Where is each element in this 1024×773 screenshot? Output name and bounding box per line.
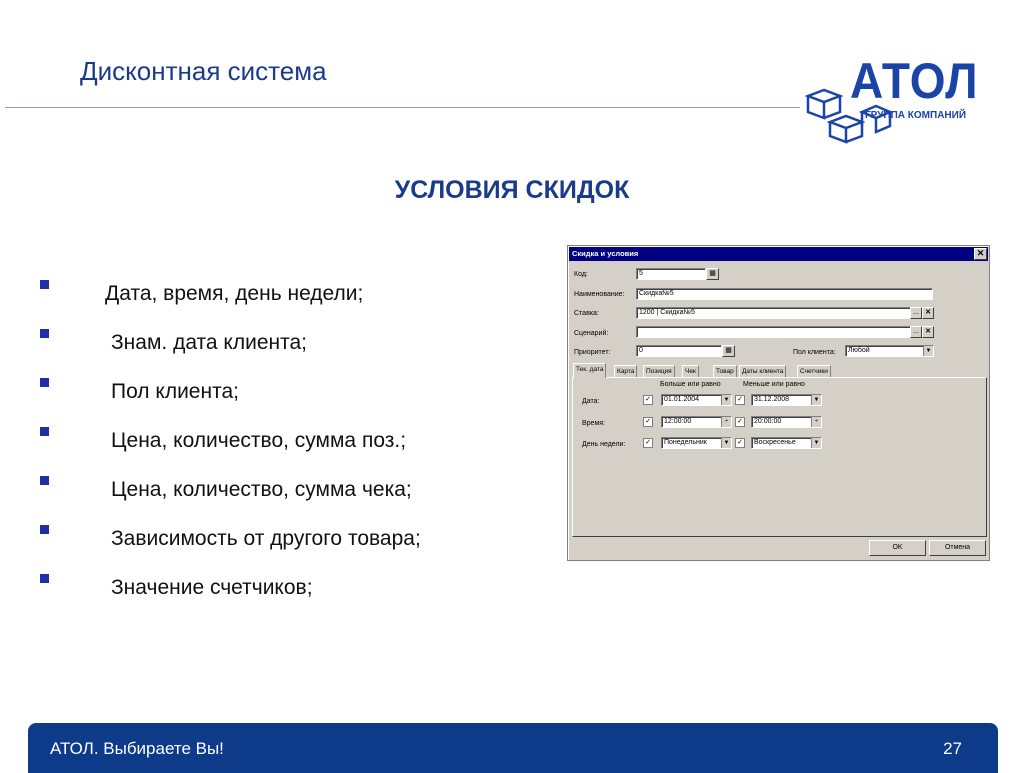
gender-select[interactable] [845, 345, 934, 357]
chevron-down-icon[interactable]: ▼ [721, 395, 731, 405]
bullet-square-icon [40, 329, 49, 338]
rate-label: Ставка: [574, 310, 599, 317]
code-field[interactable]: 5 [636, 268, 706, 280]
tab-current-date[interactable]: Тек. дата [573, 363, 606, 378]
time-from-checkbox[interactable]: ✓ [643, 417, 653, 427]
time-from-value: 12:00:00 [664, 418, 692, 425]
weekday-to-value: Воскресенье [754, 439, 796, 446]
bullet-square-icon [40, 280, 49, 289]
column-ge-label: Больше или равно [660, 381, 721, 388]
dialog-title: Скидка и условия [569, 247, 988, 261]
bullet-square-icon [40, 525, 49, 534]
date-label: Дата: [582, 398, 600, 405]
time-from-field[interactable] [661, 416, 732, 428]
tab-position[interactable]: Позиция [643, 365, 675, 377]
tab-panel [572, 377, 987, 537]
rate-clear-icon[interactable]: ✕ [922, 307, 934, 319]
slide-title: Дисконтная система [80, 56, 327, 86]
close-icon[interactable]: ✕ [974, 248, 987, 260]
bullet-text: Пол клиента; [111, 380, 239, 403]
bullet-text: Зависимость от другого товара; [111, 527, 421, 550]
logo-wordmark: АТОЛ [850, 53, 979, 109]
bullet-text: Дата, время, день недели; [105, 282, 364, 305]
logo-subtitle: ГРУППА КОМПАНИЙ [865, 110, 967, 121]
time-to-value: 20:00:00 [754, 418, 782, 425]
chevron-down-icon[interactable]: ▼ [923, 346, 933, 356]
priority-calc-icon[interactable]: ▦ [722, 345, 735, 357]
spinner-icon[interactable]: ÷ [721, 417, 731, 427]
discount-dialog [567, 245, 990, 561]
footer-bar [28, 723, 998, 773]
time-to-field[interactable] [751, 416, 822, 428]
weekday-to-checkbox[interactable]: ✓ [735, 438, 745, 448]
tab-counters[interactable]: Счетчики [797, 365, 831, 377]
rate-browse-button[interactable]: ... [910, 307, 922, 319]
date-to-checkbox[interactable]: ✓ [735, 395, 745, 405]
spinner-icon[interactable]: ÷ [811, 417, 821, 427]
name-field[interactable]: Скидка№5 [636, 288, 933, 300]
gender-label: Пол клиента: [793, 349, 836, 356]
bullet-text: Цена, количество, сумма поз.; [111, 429, 407, 452]
scenario-browse-button[interactable]: ... [910, 326, 922, 338]
date-from-field[interactable] [661, 394, 732, 406]
title-divider [5, 107, 800, 108]
footer-slogan: АТОЛ. Выбираете Вы! [50, 739, 224, 758]
ok-button[interactable]: OK [869, 540, 926, 556]
code-label: Код: [574, 271, 588, 278]
weekday-from-checkbox[interactable]: ✓ [643, 438, 653, 448]
chevron-down-icon[interactable]: ▼ [811, 395, 821, 405]
rate-field[interactable]: 1200 | Скидка№5 [636, 307, 911, 319]
bullet-text: Знам. дата клиента; [111, 331, 308, 354]
scenario-field[interactable] [636, 326, 911, 338]
bullet-square-icon [40, 378, 49, 387]
date-to-field[interactable] [751, 394, 822, 406]
weekday-from-select[interactable] [661, 437, 732, 449]
date-from-value: 01.01.2004 [664, 396, 700, 403]
scenario-label: Сценарий: [574, 330, 609, 337]
bullet-text: Значение счетчиков; [111, 576, 313, 599]
bullet-square-icon [40, 476, 49, 485]
bullet-square-icon [40, 574, 49, 583]
column-le-label: Меньше или равно [743, 381, 805, 388]
time-label: Время: [582, 420, 606, 427]
priority-field[interactable]: 0 [636, 345, 722, 357]
tab-receipt[interactable]: Чек [682, 365, 699, 377]
name-label: Наименование: [574, 291, 625, 298]
date-from-checkbox[interactable]: ✓ [643, 395, 653, 405]
page-number: 27 [943, 739, 962, 758]
code-calc-icon[interactable]: ▦ [706, 268, 719, 280]
atol-logo [800, 52, 1000, 152]
bullet-text: Цена, количество, сумма чека; [111, 478, 412, 501]
weekday-to-select[interactable] [751, 437, 822, 449]
chevron-down-icon[interactable]: ▼ [811, 438, 821, 448]
tab-client-dates[interactable]: Даты клиента [739, 365, 786, 377]
bullet-square-icon [40, 427, 49, 436]
tab-card[interactable]: Карта [614, 365, 637, 377]
weekday-from-value: Понедельник [664, 439, 707, 446]
time-to-checkbox[interactable]: ✓ [735, 417, 745, 427]
priority-label: Приоритет: [574, 349, 611, 356]
section-heading: УСЛОВИЯ СКИДОК [394, 176, 630, 204]
date-to-value: 31.12.2008 [754, 396, 790, 403]
scenario-clear-icon[interactable]: ✕ [922, 326, 934, 338]
cancel-button[interactable]: Отмена [929, 540, 986, 556]
gender-select-value: Любой [848, 347, 870, 354]
tab-product[interactable]: Товар [713, 365, 737, 377]
chevron-down-icon[interactable]: ▼ [721, 438, 731, 448]
weekday-label: День недели: [582, 441, 626, 448]
